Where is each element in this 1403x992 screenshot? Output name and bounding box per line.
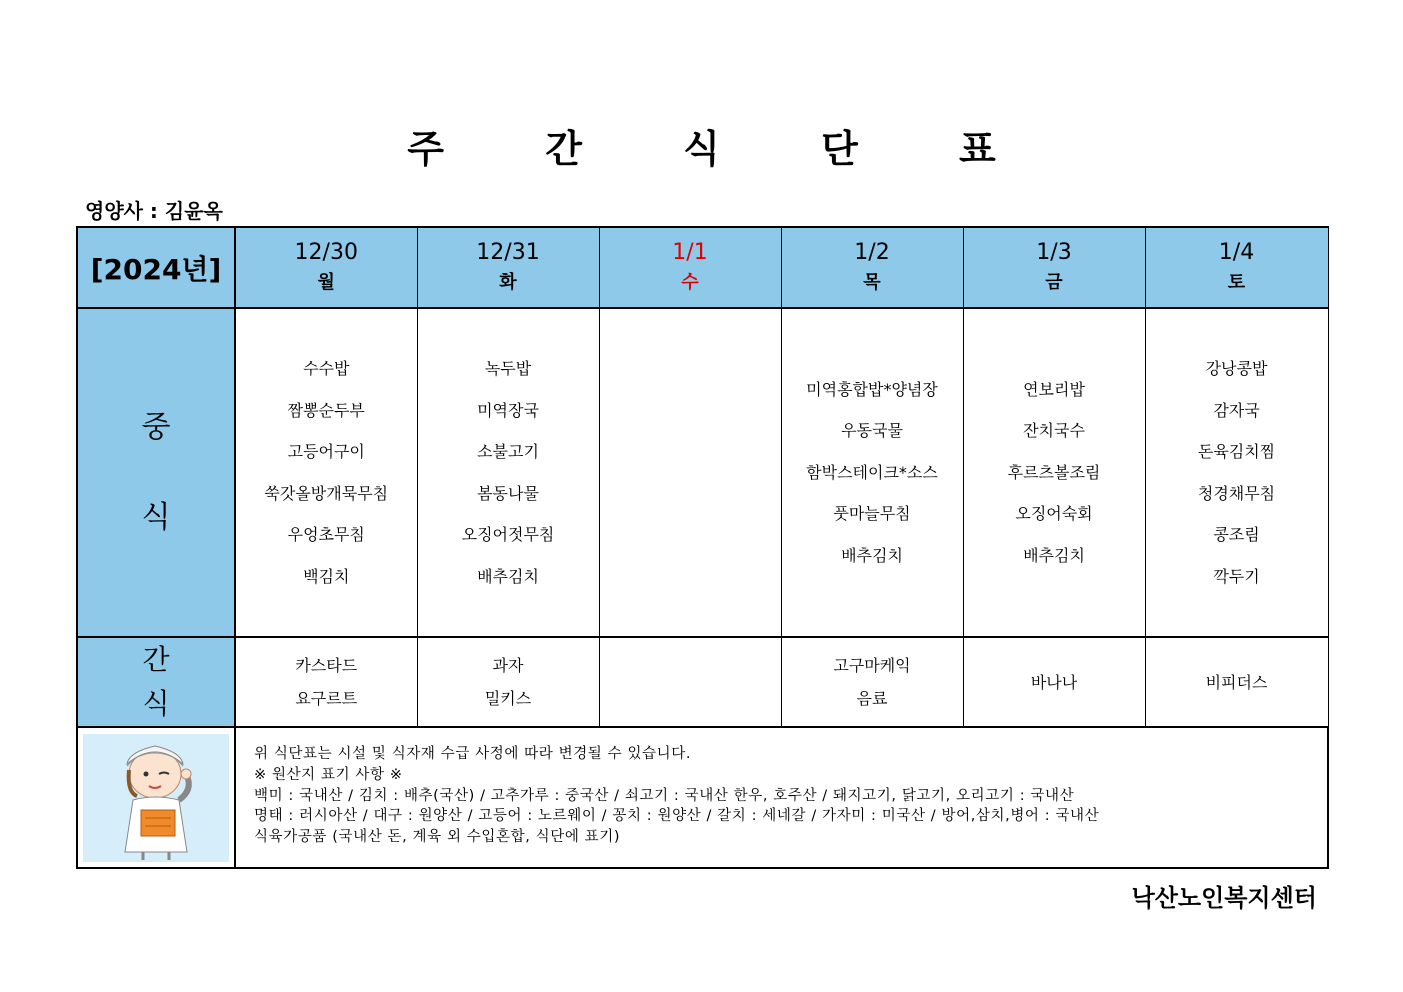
menu-item: 오징어젓무침 — [461, 525, 555, 544]
menu-item: 후르츠볼조림 — [1007, 462, 1101, 482]
snack-label: 간 — [142, 643, 170, 676]
lunch-label-cell — [77, 308, 235, 637]
menu-item: 감자국 — [1213, 400, 1260, 420]
lunch-label: 중 — [141, 409, 171, 445]
lunch-cell-empty — [599, 308, 781, 637]
illustration-cell — [77, 727, 235, 868]
menu-item: 우엉초무침 — [287, 525, 365, 544]
lunch-cell — [235, 308, 417, 637]
menu-item: 봄동나물 — [477, 483, 539, 503]
day-date: 1/1 — [672, 239, 708, 265]
snack-cell — [1145, 637, 1328, 727]
dietitian-name: 영양사 : 김윤옥 — [85, 199, 223, 223]
menu-item: 배추김치 — [1023, 545, 1085, 565]
day-name: 화 — [499, 271, 517, 293]
menu-item: 고등어구이 — [287, 442, 365, 461]
notes-line: 백미 : 국내산 / 김치 : 배추(국산) / 고추가루 : 중국산 / 쇠고기 : 국내산 한우, 호주산 / 돼지고기, 닭고기, 오리고기 : 국내산 — [254, 787, 1075, 804]
day-name: 토 — [1227, 271, 1246, 293]
menu-item: 깍두기 — [1213, 566, 1260, 586]
day-name: 목 — [863, 271, 881, 293]
notes-cell — [235, 727, 1328, 868]
day-name: 월 — [317, 271, 335, 293]
menu-item: 백김치 — [303, 566, 350, 586]
menu-item: 돈육김치찜 — [1197, 442, 1276, 461]
menu-item: 풋마늘무침 — [833, 504, 911, 524]
notes-line: 위 식단표는 시설 및 식자재 수급 사정에 따라 변경될 수 있습니다. — [254, 746, 692, 762]
center-name: 낙산노인복지센터 — [1131, 884, 1317, 912]
snack-cell — [781, 637, 963, 727]
menu-item: 우동국물 — [841, 421, 903, 441]
menu-item: 수수밥 — [303, 359, 350, 378]
notes-line: 명태 : 러시아산 / 대구 : 원양산 / 고등어 : 노르웨이 / 꽁치 : 원양산 / 갈치 : 세네갈 / 가자미 : 미국산 / 방어,삼치,병어 : 국내산 — [254, 808, 1100, 825]
notes-row — [77, 727, 1328, 868]
snack-label-cell — [77, 637, 235, 727]
menu-item: 미역장국 — [477, 400, 539, 420]
snack-item: 바나나 — [1030, 672, 1078, 692]
lunch-cell — [781, 308, 963, 637]
snack-cell — [417, 637, 599, 727]
day-date: 1/4 — [1218, 239, 1255, 265]
day-header — [235, 227, 417, 308]
notes-block — [236, 728, 1327, 848]
lunch-cell — [1145, 308, 1328, 637]
day-header — [963, 227, 1145, 308]
snack-item: 요구르트 — [295, 689, 358, 708]
day-header — [1145, 227, 1328, 308]
menu-item: 강낭콩밥 — [1205, 359, 1268, 378]
menu-item: 녹두밥 — [484, 359, 532, 378]
menu-item: 오징어숙회 — [1015, 504, 1093, 524]
menu-item: 잔치국수 — [1023, 421, 1085, 441]
snack-item: 고구마케익 — [833, 656, 911, 675]
notes-line: 식육가공품 (국내산 돈, 계육 외 수입혼합, 식단에 표기) — [254, 829, 621, 846]
nurse-illustration-icon — [83, 734, 229, 862]
day-header — [417, 227, 599, 308]
menu-item: 배추김치 — [477, 566, 539, 586]
menu-item: 미역홍합밥*양념장 — [806, 379, 938, 399]
menu-item: 짬뽕순두부 — [287, 400, 365, 420]
lunch-cell — [963, 308, 1145, 637]
day-name: 금 — [1045, 271, 1063, 293]
menu-item: 청경채무침 — [1197, 483, 1276, 503]
day-date: 1/3 — [1036, 239, 1072, 265]
lunch-label: 식 — [141, 499, 171, 535]
snack-cell — [235, 637, 417, 727]
snack-cell-empty — [599, 637, 781, 727]
menu-item: 배추김치 — [841, 545, 903, 565]
weekly-menu-table — [76, 226, 1329, 869]
day-date: 12/31 — [476, 239, 540, 265]
lunch-row — [77, 308, 1328, 637]
snack-item: 음료 — [856, 689, 888, 708]
page-title: 주 간 식 단 표 — [407, 127, 1040, 171]
snack-item: 비피더스 — [1205, 672, 1268, 692]
day-date: 1/2 — [854, 239, 890, 265]
lunch-cell — [417, 308, 599, 637]
year-cell — [77, 227, 235, 308]
snack-label: 식 — [142, 687, 170, 720]
menu-item: 함박스테이크*소스 — [806, 462, 938, 482]
day-date: 12/30 — [294, 239, 358, 265]
day-name: 수 — [681, 271, 699, 293]
snack-cell — [963, 637, 1145, 727]
snack-row — [77, 637, 1328, 727]
notes-line: ※ 원산지 표기 사항 ※ — [254, 766, 403, 783]
header-row — [77, 227, 1328, 308]
menu-item: 콩조림 — [1213, 525, 1260, 544]
snack-item: 과자 — [492, 656, 524, 675]
snack-item: 카스타드 — [295, 656, 358, 675]
menu-item: 쑥갓올방개묵무침 — [264, 483, 389, 503]
menu-item: 소불고기 — [477, 442, 539, 461]
year-label: [2024년] — [90, 252, 222, 286]
snack-item: 밀키스 — [484, 689, 532, 708]
menu-item: 연보리밥 — [1023, 379, 1085, 399]
day-header-holiday — [599, 227, 781, 308]
day-header — [781, 227, 963, 308]
